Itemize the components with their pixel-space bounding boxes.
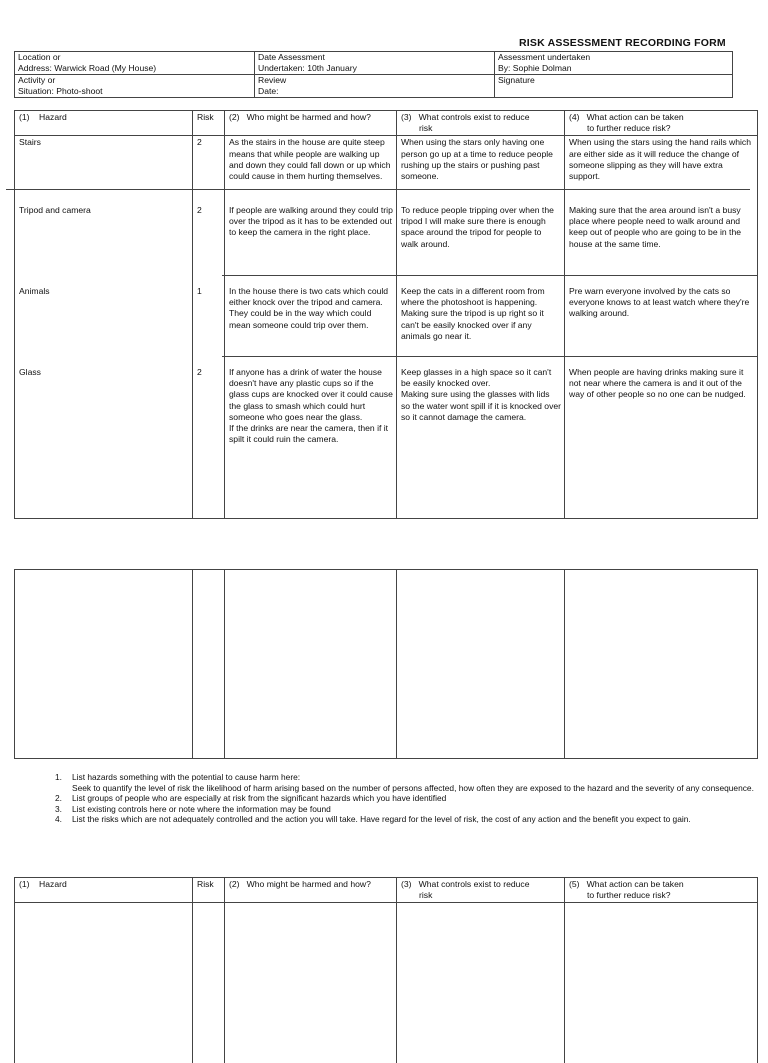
info-table (14, 51, 733, 98)
undertaken-label: Assessment undertaken (498, 52, 591, 62)
activity-label: Activity or (18, 75, 56, 85)
location-value: Address: Warwick Road (My House) (18, 62, 157, 73)
header-action-line2: to further reduce risk? (587, 123, 671, 134)
date-cell (255, 52, 495, 75)
risk-table-2 (14, 877, 758, 1063)
hazard-cell: Glass (15, 366, 193, 519)
header-controls (397, 878, 565, 903)
controls-cell: Keep the cats in a different room from where the photoshoot is happening. Making sure the tripod is up right so it can't be easily knocked over if any animals go near it. (397, 285, 565, 366)
blank-cell (15, 570, 193, 759)
row-separator (222, 356, 757, 357)
instruction-item (55, 804, 755, 815)
risk-table (14, 110, 758, 519)
location-cell (15, 52, 255, 75)
risk-cell: 2 (193, 136, 225, 204)
header-who: (2) Who might be harmed and how? (225, 878, 397, 903)
instruction-number: 3. (55, 803, 62, 814)
location-label: Location or (18, 52, 61, 62)
header-who: (2) Who might be harmed and how? (225, 111, 397, 136)
undertaken-cell (495, 52, 733, 75)
table-row (15, 204, 758, 285)
header-hazard: (1) Hazard (15, 111, 193, 136)
review-label: Review (258, 75, 287, 85)
header-action-line2: to further reduce risk? (587, 890, 671, 901)
action-cell: When people are having drinks making sure it not near where the camera is and it out of the way of other people so no one can be nudged. (565, 366, 758, 519)
instruction-text: List hazards something with the potential to cause harm here: (72, 772, 301, 782)
table-row (15, 136, 758, 204)
action-cell: Pre warn everyone involved by the cats so everyone knows to at least watch where they're walking around. (565, 285, 758, 366)
hazard-cell: Tripod and camera (15, 204, 193, 285)
header-hazard: (1) Hazard (15, 878, 193, 903)
review-cell (255, 75, 495, 98)
instruction-subtext: Seek to quantify the level of risk the likelihood of harm arising based on the number of persons affected, how often they are exposed to the hazard and the severity of any consequence. (72, 782, 754, 793)
table-row (15, 366, 758, 519)
blank-table (14, 569, 758, 759)
hazard-cell: Stairs (15, 136, 193, 204)
signature-cell (495, 75, 733, 98)
instruction-text: List the risks which are not adequately controlled and the action you will take. Have regard for the level of risk, the cost of any action and the benefit you expect to gain. (72, 814, 691, 825)
header-action-line1: (4) What action can be taken (569, 112, 684, 122)
risk-cell: 2 (193, 204, 225, 285)
blank-cell (15, 903, 193, 1063)
header-controls-line1: (3) What controls exist to reduce (401, 879, 530, 889)
controls-cell: To reduce people tripping over when the tripod I will make sure there is enough space around the tripod for people to walk around. (397, 204, 565, 285)
date-value: Undertaken: 10th January (258, 62, 357, 73)
who-cell: If anyone has a drink of water the house doesn't have any plastic cups so if the glass cups are knocked over it could cause the glass to smash which could hurt someone who goes near the glass. If the drinks are near the camera, then if it spilt it could ruin the camera. (225, 366, 397, 519)
header-action-line1: (5) What action can be taken (569, 879, 684, 889)
blank-cell (565, 570, 758, 759)
hazard-cell: Animals (15, 285, 193, 366)
row-separator (6, 189, 750, 190)
table-row (15, 285, 758, 366)
instruction-text: List existing controls here or note where the information may be found (72, 803, 331, 814)
header-risk: Risk (193, 878, 225, 903)
who-cell: As the stairs in the house are quite steep means that while people are walking up and down they could fall down or up which could cause in them hurting themselves. (225, 136, 397, 204)
row-separator (222, 275, 757, 276)
instruction-number: 2. (55, 793, 62, 804)
instruction-item (55, 814, 755, 825)
header-action (565, 878, 758, 903)
controls-cell: Keep glasses in a high space so it can't be easily knocked over. Making sure using the glasses with lids so the water wont spill if it is knocked over so it cannot damage the camera. (397, 366, 565, 519)
signature-label: Signature (498, 75, 535, 85)
instruction-item (55, 772, 755, 793)
instruction-item (55, 793, 755, 804)
controls-cell: When using the stars only having one person go up at a time to reduce people rushing up the stairs or pushing past someone. (397, 136, 565, 204)
activity-cell (15, 75, 255, 98)
instructions-list (55, 772, 755, 825)
header-controls (397, 111, 565, 136)
header-controls-line2: risk (419, 123, 433, 134)
review-value: Date: (258, 85, 279, 96)
blank-cell (225, 570, 397, 759)
instruction-text: List groups of people who are especially at risk from the significant hazards which you have identified (72, 793, 447, 804)
blank-cell (193, 570, 225, 759)
header-action (565, 111, 758, 136)
action-cell: When using the stars using the hand rails which are either side as it will reduce the change of someone slipping as they will have extra support. (565, 136, 758, 204)
blank-cell (397, 903, 565, 1063)
instruction-number: 4. (55, 814, 62, 825)
undertaken-value: By: Sophie Dolman (498, 62, 572, 73)
blank-cell (193, 903, 225, 1063)
form-title: RISK ASSESSMENT RECORDING FORM (519, 37, 726, 49)
blank-cell (565, 903, 758, 1063)
header-controls-line2: risk (419, 890, 433, 901)
header-controls-line1: (3) What controls exist to reduce (401, 112, 530, 122)
table-row (15, 570, 758, 759)
table-row (15, 903, 758, 1063)
blank-cell (225, 903, 397, 1063)
who-cell: If people are walking around they could trip over the tripod as it has to be extended out to keep the camera in the right place. (225, 204, 397, 285)
blank-cell (397, 570, 565, 759)
instruction-number: 1. (55, 772, 62, 782)
activity-value: Situation: Photo-shoot (18, 85, 103, 96)
header-risk: Risk (193, 111, 225, 136)
action-cell: Making sure that the area around isn't a busy place where people need to walk around and keep out of people who are going to be in the house at the same time. (565, 204, 758, 285)
date-label: Date Assessment (258, 52, 325, 62)
who-cell: In the house there is two cats which could either knock over the tripod and camera. They could be in the way which could mean someone could trip over them. (225, 285, 397, 366)
risk-cell: 2 (193, 366, 225, 519)
risk-cell: 1 (193, 285, 225, 366)
